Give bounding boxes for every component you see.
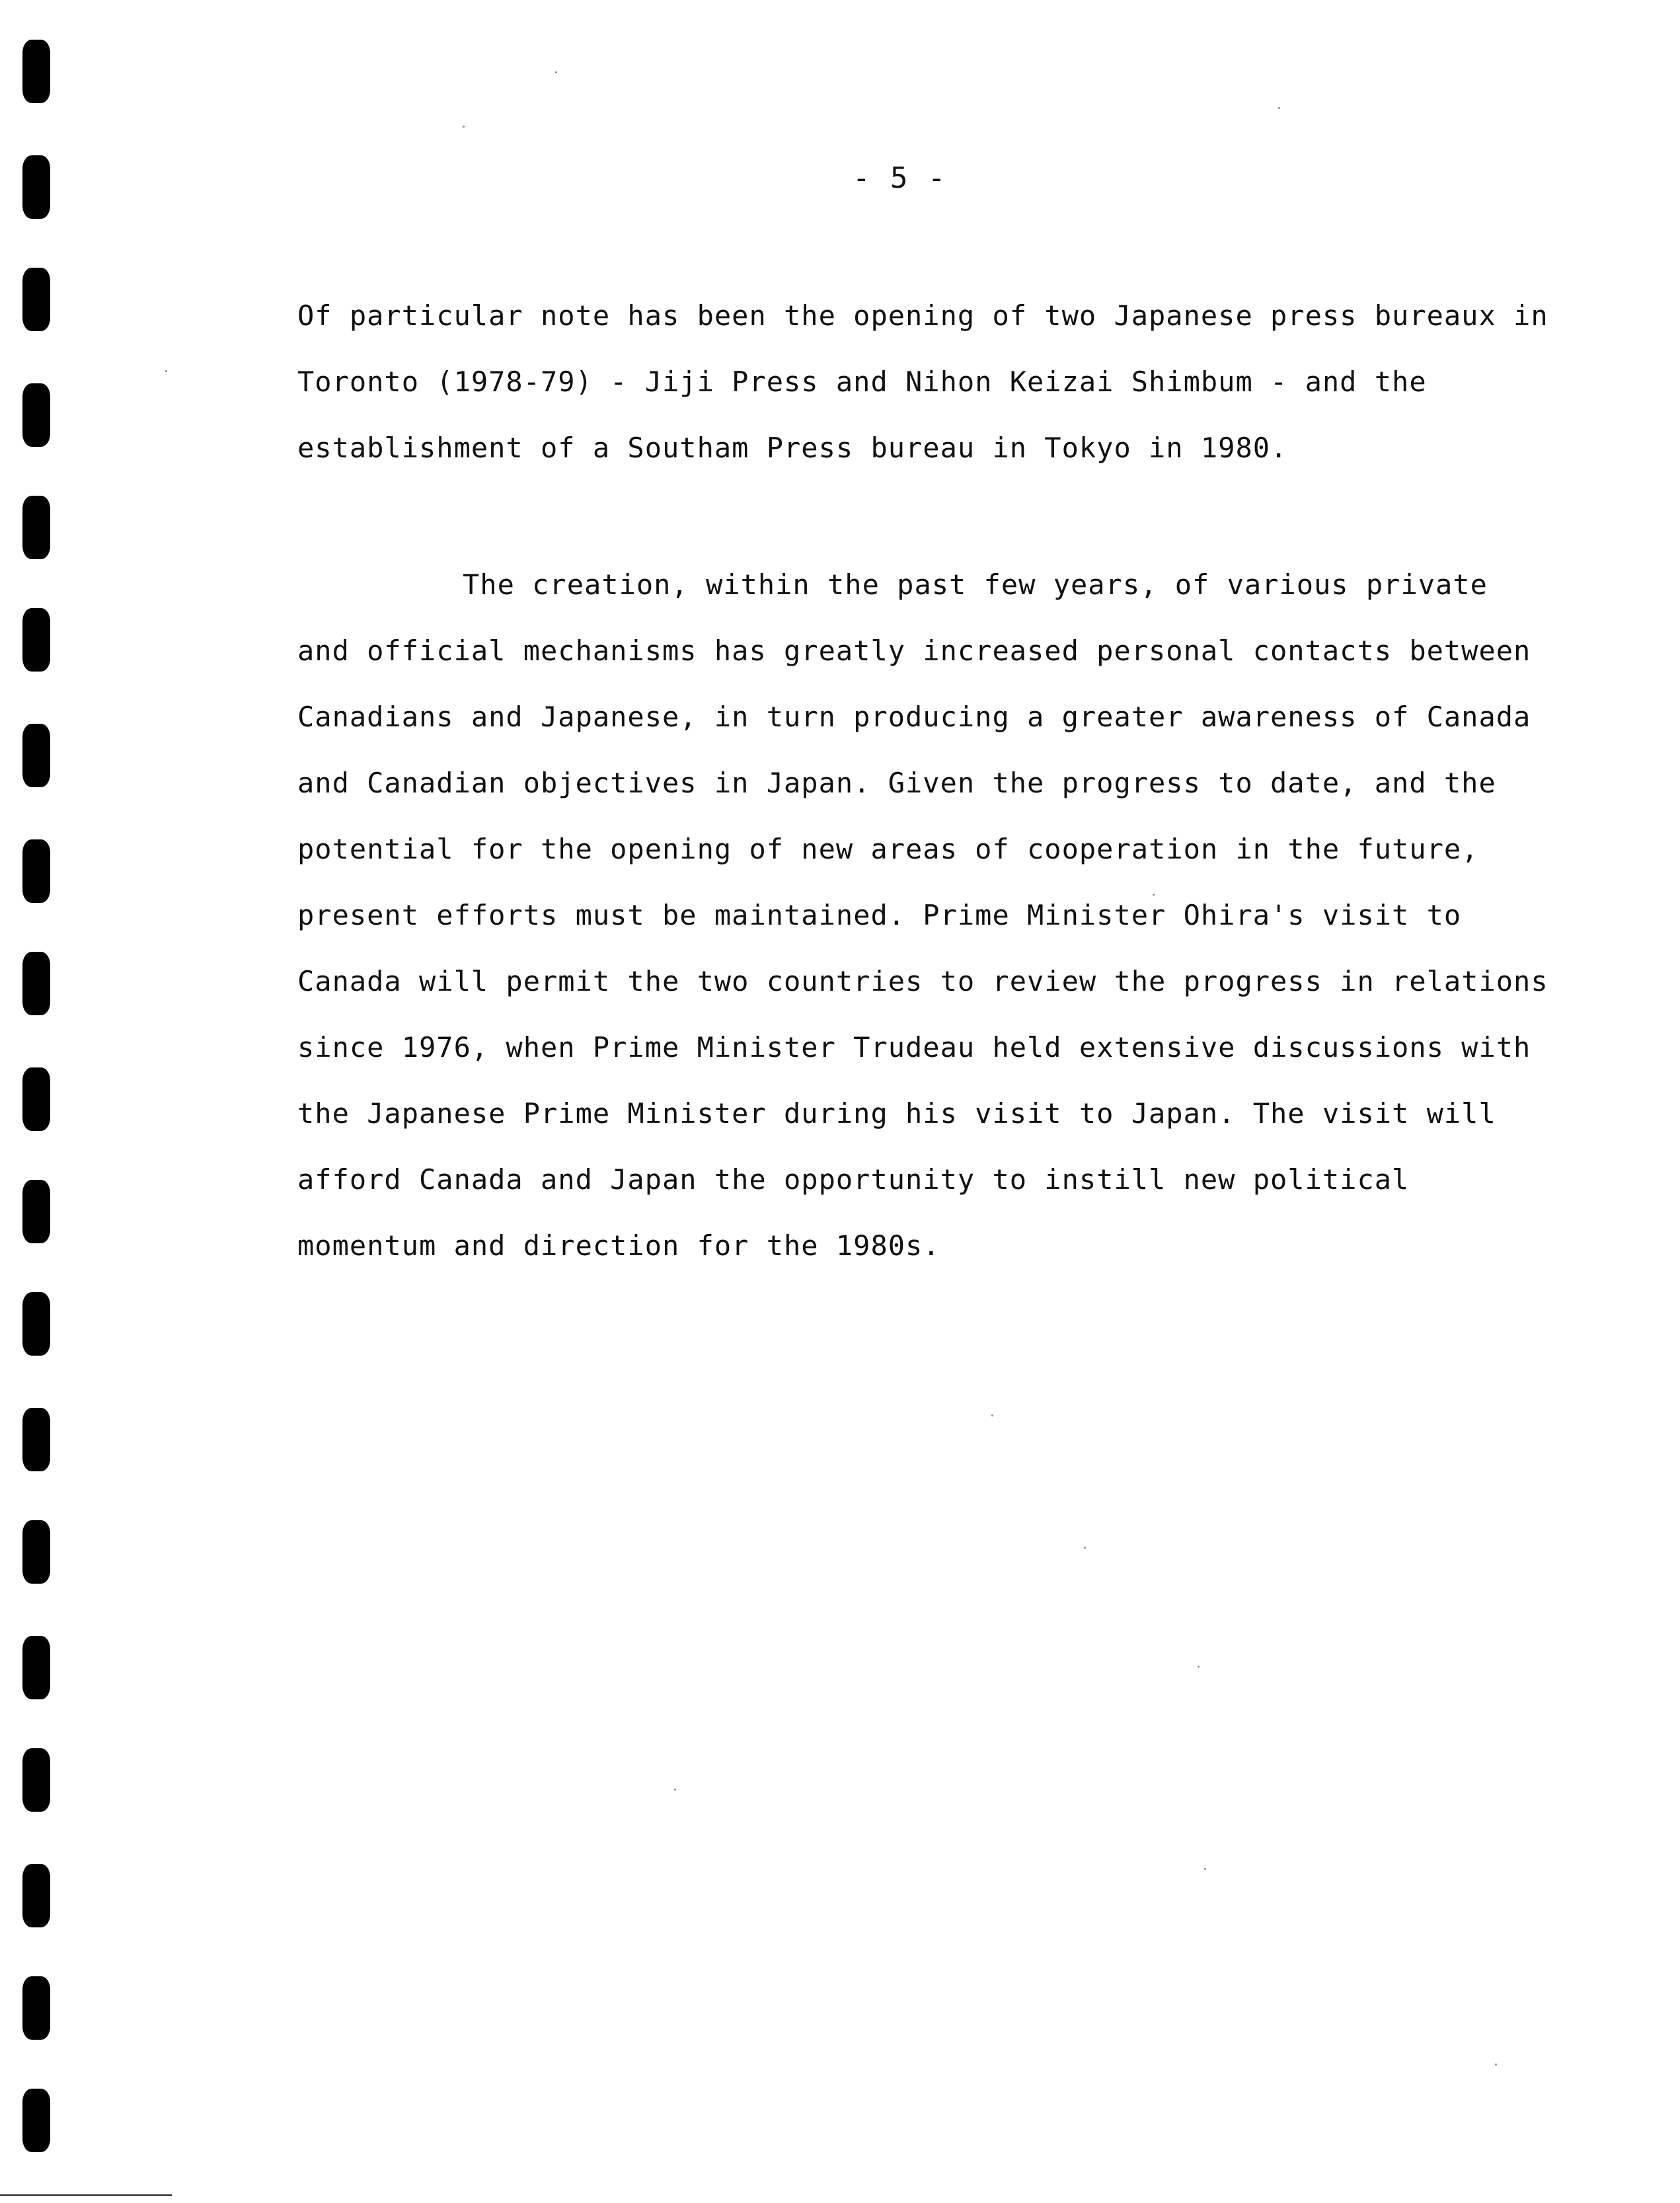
- scan-speck: [555, 71, 557, 73]
- text-line: Canada will permit the two countries to review the progress in relations: [297, 965, 1548, 997]
- paragraph-mechanisms: [297, 552, 1566, 1279]
- text-line: Toronto (1978-79) - Jiji Press and Nihon Keizai Shimbum - and the: [297, 366, 1427, 398]
- binder-hole: [22, 1636, 50, 1699]
- text-line: establishment of a Southam Press bureau in Tokyo in 1980.: [297, 432, 1288, 464]
- scan-speck: [1278, 107, 1280, 109]
- binder-hole: [22, 724, 50, 787]
- scan-speck: [1084, 1547, 1086, 1549]
- text-line: afford Canada and Japan the opportunity to instill new political: [297, 1163, 1410, 1196]
- text-line: and Canadian objectives in Japan. Given the progress to date, and the: [297, 767, 1496, 799]
- bottom-rule: [0, 2194, 172, 2196]
- text-line: Of particular note has been the opening of two Japanese press bureaux in: [297, 299, 1548, 332]
- paragraph-press-bureaux: [297, 283, 1566, 481]
- binder-hole: [22, 155, 50, 219]
- binder-hole: [22, 1292, 50, 1356]
- binder-hole: [22, 1408, 50, 1471]
- scan-speck: [165, 370, 167, 372]
- binder-hole: [22, 40, 50, 103]
- binder-hole: [22, 1748, 50, 1812]
- text-line: since 1976, when Prime Minister Trudeau held extensive discussions with: [297, 1031, 1531, 1063]
- text-line: Canadians and Japanese, in turn producing a greater awareness of Canada: [297, 701, 1531, 733]
- binder-hole: [22, 496, 50, 559]
- binder-hole: [22, 268, 50, 331]
- text-line: potential for the opening of new areas of cooperation in the future,: [297, 833, 1479, 865]
- binder-hole: [22, 952, 50, 1015]
- scan-speck: [1153, 894, 1155, 896]
- text-line: momentum and direction for the 1980s.: [297, 1229, 940, 1262]
- scan-speck: [991, 1414, 993, 1416]
- scan-speck: [1495, 2064, 1497, 2066]
- text-line: The creation, within the past few years, of various private: [463, 568, 1488, 601]
- binder-hole: [22, 839, 50, 903]
- text-line: the Japanese Prime Minister during his visit to Japan. The visit will: [297, 1097, 1496, 1130]
- binder-hole: [22, 1520, 50, 1584]
- binder-hole: [22, 2089, 50, 2152]
- binder-hole: [22, 383, 50, 447]
- scan-speck: [1204, 1868, 1206, 1870]
- scan-speck: [1198, 1666, 1200, 1668]
- scan-speck: [674, 1789, 676, 1791]
- binder-hole: [22, 1180, 50, 1243]
- binder-hole: [22, 1864, 50, 1927]
- binder-hole: [22, 608, 50, 672]
- binder-hole: [22, 1976, 50, 2040]
- text-line: and official mechanisms has greatly increased personal contacts between: [297, 635, 1531, 667]
- text-line: present efforts must be maintained. Prime Minister Ohira's visit to: [297, 899, 1462, 931]
- scan-speck: [463, 126, 465, 128]
- binder-holes: [22, 40, 56, 2181]
- binder-hole: [22, 1067, 50, 1131]
- page-number: - 5 -: [853, 161, 947, 195]
